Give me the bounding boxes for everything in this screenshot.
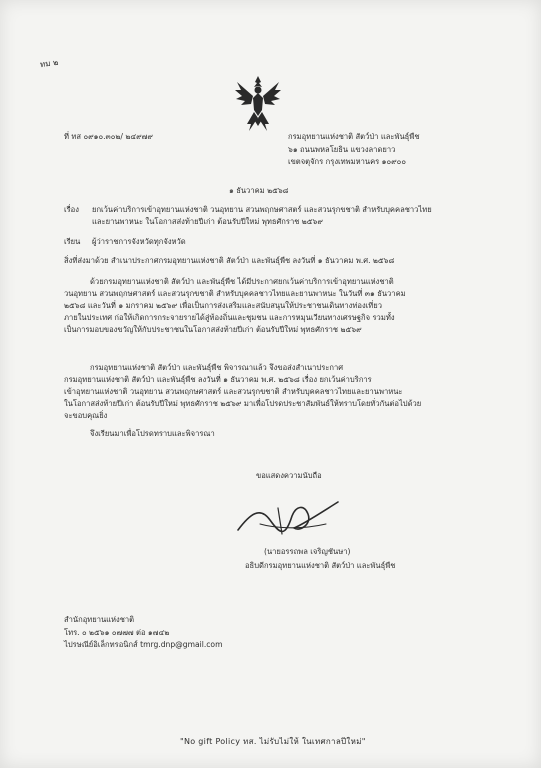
- paragraph-line: กรมอุทยานแห่งชาติ สัตว์ป่า และพันธุ์พืช พิจารณาแล้ว จึงขอส่งสำเนาประกาศ: [90, 363, 344, 372]
- handwritten-signature-icon: [230, 494, 350, 544]
- recipient: [64, 236, 186, 248]
- paragraph-line: ภายในประเทศ ก่อให้เกิดการกระจายรายได้สู่ท้องถิ่นและชุมชน และการหมุนเวียนทางเศรษฐกิจ รวมทั้ง: [64, 313, 395, 322]
- signer-name: (นายอรรถพล เจริญชันษา): [264, 547, 351, 556]
- recipient-text: ผู้ว่าราชการจังหวัดทุกจังหวัด: [92, 237, 186, 246]
- corner-handwritten-mark: ทม ๒: [39, 57, 59, 70]
- body-paragraph-1: [64, 276, 484, 336]
- paragraph-line: กรมอุทยานแห่งชาติ สัตว์ป่า และพันธุ์พืช ลงวันที่ ๑ ธันวาคม พ.ศ. ๒๕๖๘ เรื่อง ยกเว้นค่าบริการ: [64, 375, 372, 384]
- garuda-emblem-icon: [233, 74, 283, 134]
- office-phone: โทร. ๐ ๒๕๖๑ ๐๗๗๗ ต่อ ๑๗๔๒: [64, 627, 170, 637]
- letter-date: ๑ ธันวาคม ๒๕๖๘: [229, 186, 289, 195]
- paragraph-line: ๒๕๖๘ และวันที่ ๑ มกราคม ๒๕๖๙ เพื่อเป็นการส่งเสริมและสนับสนุนให้ประชาชนเดินทางท่องเที่ยว: [64, 301, 382, 310]
- subject-line-1: ยกเว้นค่าบริการเข้าอุทยานแห่งชาติ วนอุทยาน สวนพฤกษศาสตร์ และสวนรุกขชาติ สำหรับบุคคลชาวไทย: [92, 205, 432, 214]
- address-line: ๖๑ ถนนพหลโยธิน แขวงลาดยาว: [288, 144, 396, 154]
- document-number: ที่ ทส ๐๙๑๐.๓๐๒/ ๒๔๙๗๙: [64, 132, 153, 141]
- sender-address: [288, 131, 419, 169]
- enclosure: สิ่งที่ส่งมาด้วย สำเนาประกาศกรมอุทยานแห่งชาติ สัตว์ป่า และพันธุ์พืช ลงวันที่ ๑ ธันวาคม พ.ศ. ๒๕๖๘: [64, 256, 395, 265]
- subject-line-2: และยานพาหนะ ในโอกาสส่งท้ายปีเก่า ต้อนรับปีใหม่ พุทธศักราช ๒๕๖๙: [92, 217, 323, 226]
- paragraph-line: ด้วยกรมอุทยานแห่งชาติ สัตว์ป่า และพันธุ์พืช ได้มีประกาศยกเว้นค่าบริการเข้าอุทยานแห่งชาติ: [90, 277, 394, 286]
- closing-line: จึงเรียนมาเพื่อโปรดทราบและพิจารณา: [90, 429, 215, 438]
- address-line: เขตจตุจักร กรุงเทพมหานคร ๑๐๙๐๐: [288, 157, 406, 166]
- office-name: สำนักอุทยานแห่งชาติ: [64, 615, 135, 624]
- recipient-label: เรียน: [64, 237, 81, 246]
- body-paragraph-2: [64, 362, 484, 422]
- paragraph-line: เป็นการมอบของขวัญให้กับประชาชนในโอกาสส่งท้ายปีเก่า ต้อนรับปีใหม่ พุทธศักราช ๒๕๖๙: [64, 325, 362, 334]
- subject: [64, 204, 484, 228]
- paragraph-line: จะขอบคุณยิ่ง: [64, 411, 108, 420]
- paragraph-line: ในโอกาสส่งท้ายปีเก่า ต้อนรับปีใหม่ พุทธศักราช ๒๕๖๙ มาเพื่อโปรดประชาสัมพันธ์ให้ทราบโดยทั่วกันต่อไปด้วย: [64, 399, 422, 408]
- paragraph-line: เข้าอุทยานแห่งชาติ วนอุทยาน สวนพฤกษศาสตร์ และสวนรุกขชาติ สำหรับบุคคลชาวไทยและยานพาหนะ: [64, 387, 403, 396]
- regards-line: ขอแสดงความนับถือ: [256, 471, 322, 480]
- office-email: ไปรษณีย์อิเล็กทรอนิกส์ tmrg.dnp@gmail.com: [64, 640, 223, 649]
- paragraph-line: วนอุทยาน สวนพฤกษศาสตร์ และสวนรุกขชาติ สำหรับบุคคลชาวไทยและยานพาหนะ ในวันที่ ๓๑ ธันวาคม: [64, 289, 406, 298]
- subject-label: เรื่อง: [64, 205, 79, 214]
- address-line: กรมอุทยานแห่งชาติ สัตว์ป่า และพันธุ์พืช: [288, 132, 420, 141]
- office-contact: [64, 614, 222, 652]
- signer-title: อธิบดีกรมอุทยานแห่งชาติ สัตว์ป่า และพันธุ์พืช: [245, 561, 396, 570]
- footer-note: "No gift Policy ทส. ไม่รับไม่ให้ ในเทศกาลปีใหม่": [180, 737, 366, 746]
